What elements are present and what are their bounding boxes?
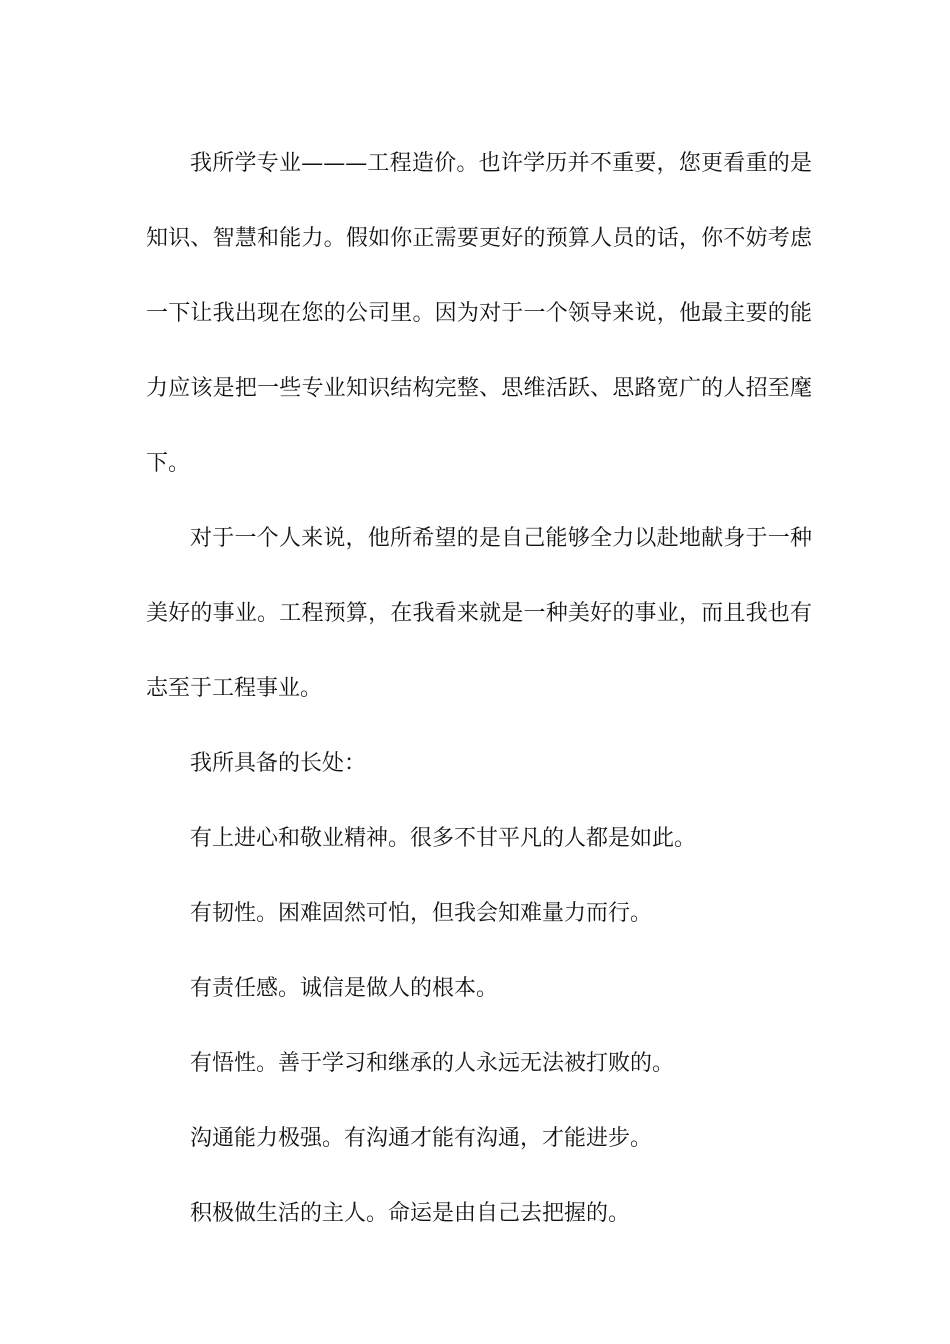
paragraph-career-aspiration: 对于一个人来说，他所希望的是自己能够全力以赴地献身于一种美好的事业。工程预算，在我看来就是一种美好的事业，而且我也有志至于工程事业。 [146,526,812,701]
paragraph-major: 我所学专业———工程造价。也许学历并不重要，您更看重的是知识、智慧和能力。假如你正需要更好的预算人员的话，你不妨考虑一下让我出现在您的公司里。因为对于一个领导来说，他最主要的能力应该是把一些专业知识结构完整、思维活跃、思路宽广的人招至麾下。 [146,151,812,476]
paragraph-strengths-heading: 我所具备的长处： [190,751,367,776]
strength-item: 有悟性。善于学习和继承的人永远无法被打败的。 [190,1051,675,1076]
strength-item: 有上进心和敬业精神。很多不甘平凡的人都是如此。 [190,826,697,851]
strength-item: 沟通能力极强。有沟通才能有沟通，才能进步。 [190,1126,653,1151]
strength-item: 有责任感。诚信是做人的根本。 [190,976,499,1001]
document-body [146,126,812,1251]
strength-item: 积极做生活的主人。命运是由自己去把握的。 [190,1201,631,1226]
strength-item: 有韧性。困难固然可怕，但我会知难量力而行。 [190,901,653,926]
